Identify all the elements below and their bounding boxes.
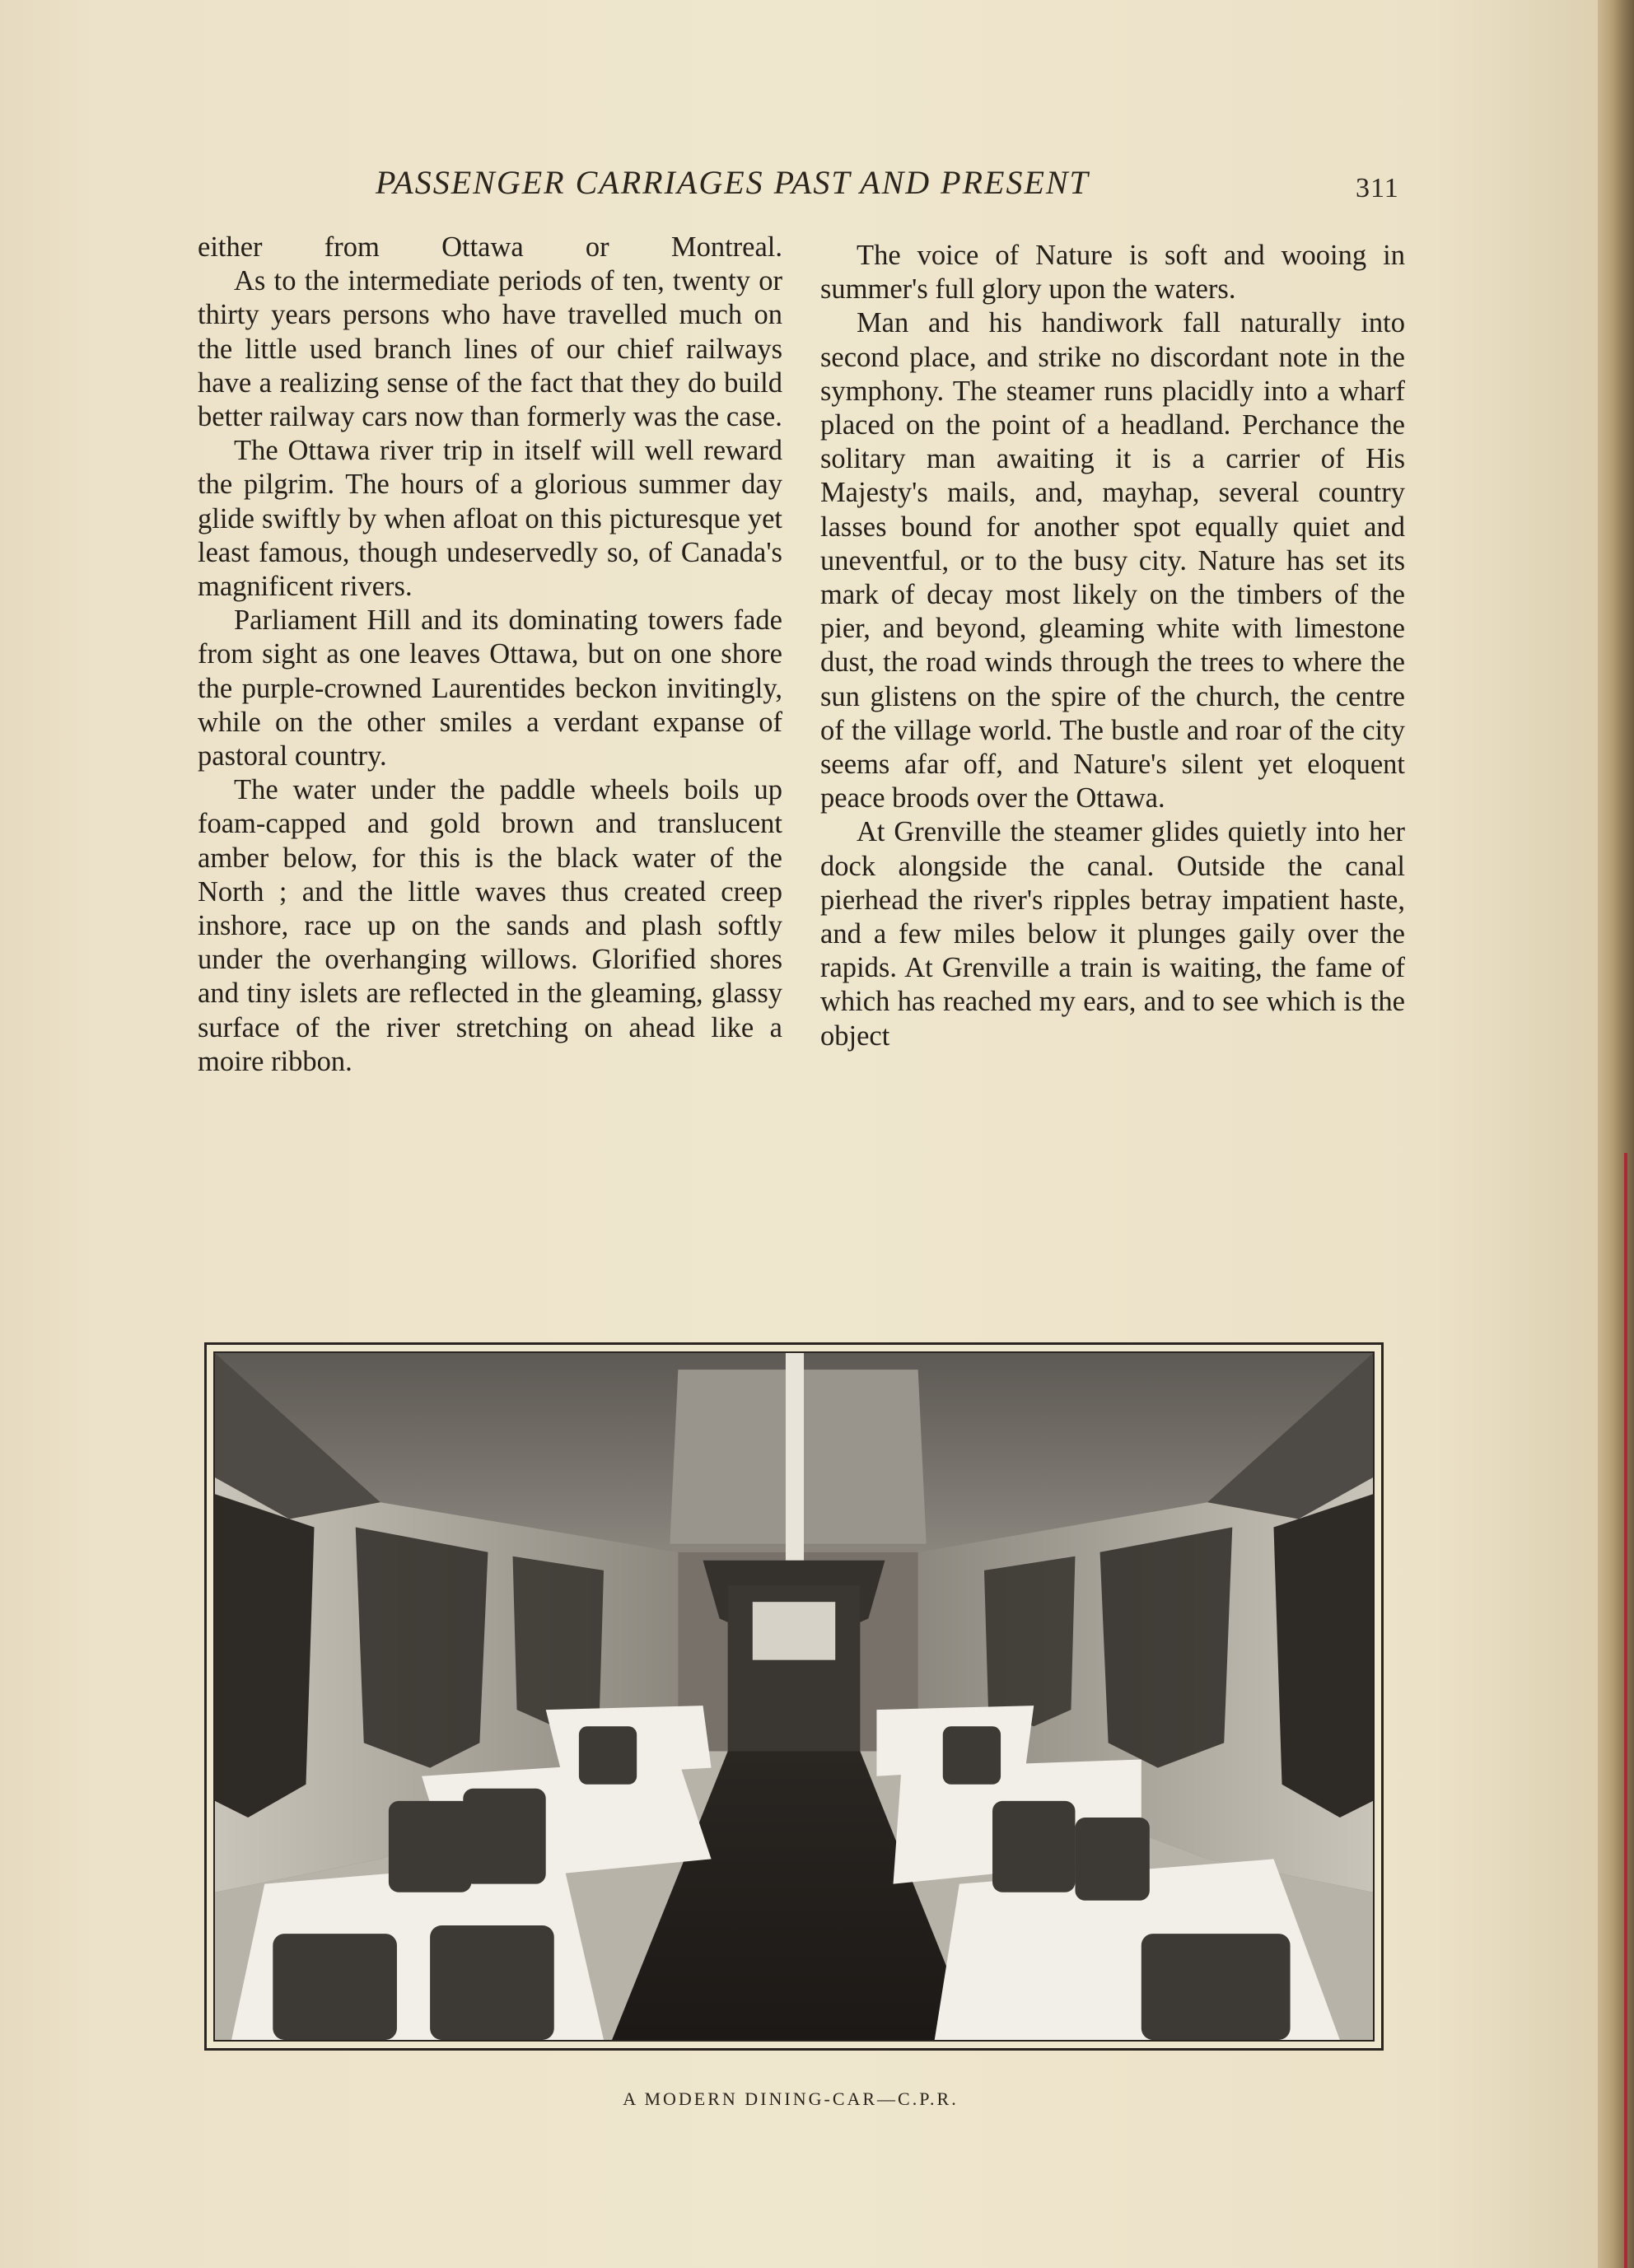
figure-caption: A MODERN DINING-CAR—C.P.R.: [623, 2088, 959, 2109]
paragraph: The water under the paddle wheels boils up foam-capped and gold brown and translucent amber below, for this is the black water of the North ; and the little waves thus created creep inshore, race up on the sands and plash softly under the overhanging willows. Glorified shores and tiny islets are reflected in the gleaming, glassy surface of the river stretching on ahead like a moire ribbon.: [198, 774, 782, 1077]
page-edge: [1598, 0, 1634, 2268]
paragraph: either from Ottawa or Montreal.: [198, 231, 782, 263]
right-column: [820, 239, 1405, 1053]
running-title: PASSENGER CARRIAGES PAST AND PRESENT: [376, 164, 1090, 201]
binding-edge: [1624, 1153, 1627, 2268]
paragraph: As to the intermediate periods of ten, twenty or thirty years persons who have travelled much on the little used branch lines of our chief railways have a realizing sense of the fact that they do build better railway cars now than formerly was the case.: [198, 265, 782, 433]
paragraph: The voice of Nature is soft and wooing in summer's full glory upon the waters.: [820, 240, 1405, 306]
paragraph: The Ottawa river trip in itself will well reward the pilgrim. The hours of a glorious summer day glide swiftly by when afloat on this picturesque yet least famous, though undeservedly so, of Canada's magnificent rivers.: [198, 435, 782, 603]
paragraph: Parliament Hill and its dominating towers fade from sight as one leaves Ottawa, but on one shore the purple-crowned Laurentides beckon invitingly, while on the other smiles a verdant expanse of pastoral country.: [198, 604, 782, 772]
dining-car-photograph: [204, 1342, 1384, 2051]
page-number: 311: [1356, 173, 1399, 203]
chandelier: [786, 1353, 804, 1561]
photo-frame: [213, 1351, 1375, 2042]
left-column: [198, 231, 782, 1079]
paragraph: At Grenville the steamer glides quietly into her dock alongside the canal. Outside the canal pierhead the river's ripples betray impatient haste, and a few miles below it plunges gaily over the rapids. At Grenville a train is waiting, the fame of which has reached my ears, and to see which is the object: [820, 816, 1405, 1052]
dining-car-illustration: [215, 1353, 1373, 2040]
paragraph: Man and his handiwork fall naturally into second place, and strike no discordant note in the symphony. The steamer runs placidly into a wharf placed on the point of a headland. Perchance the solitary man awaiting it is a carrier of His Majesty's mails, and, mayhap, several country lasses bound for another spot equally quiet and uneventful, or to the busy city. Nature has set its mark of decay most likely on the timbers of the pier, and beyond, gleaming white with limestone dust, the road winds through the trees to where the sun glistens on the spire of the church, the centre of the village world. The bustle and roar of the city seems afar off, and Nature's silent yet eloquent peace broods over the Ottawa.: [820, 307, 1405, 814]
